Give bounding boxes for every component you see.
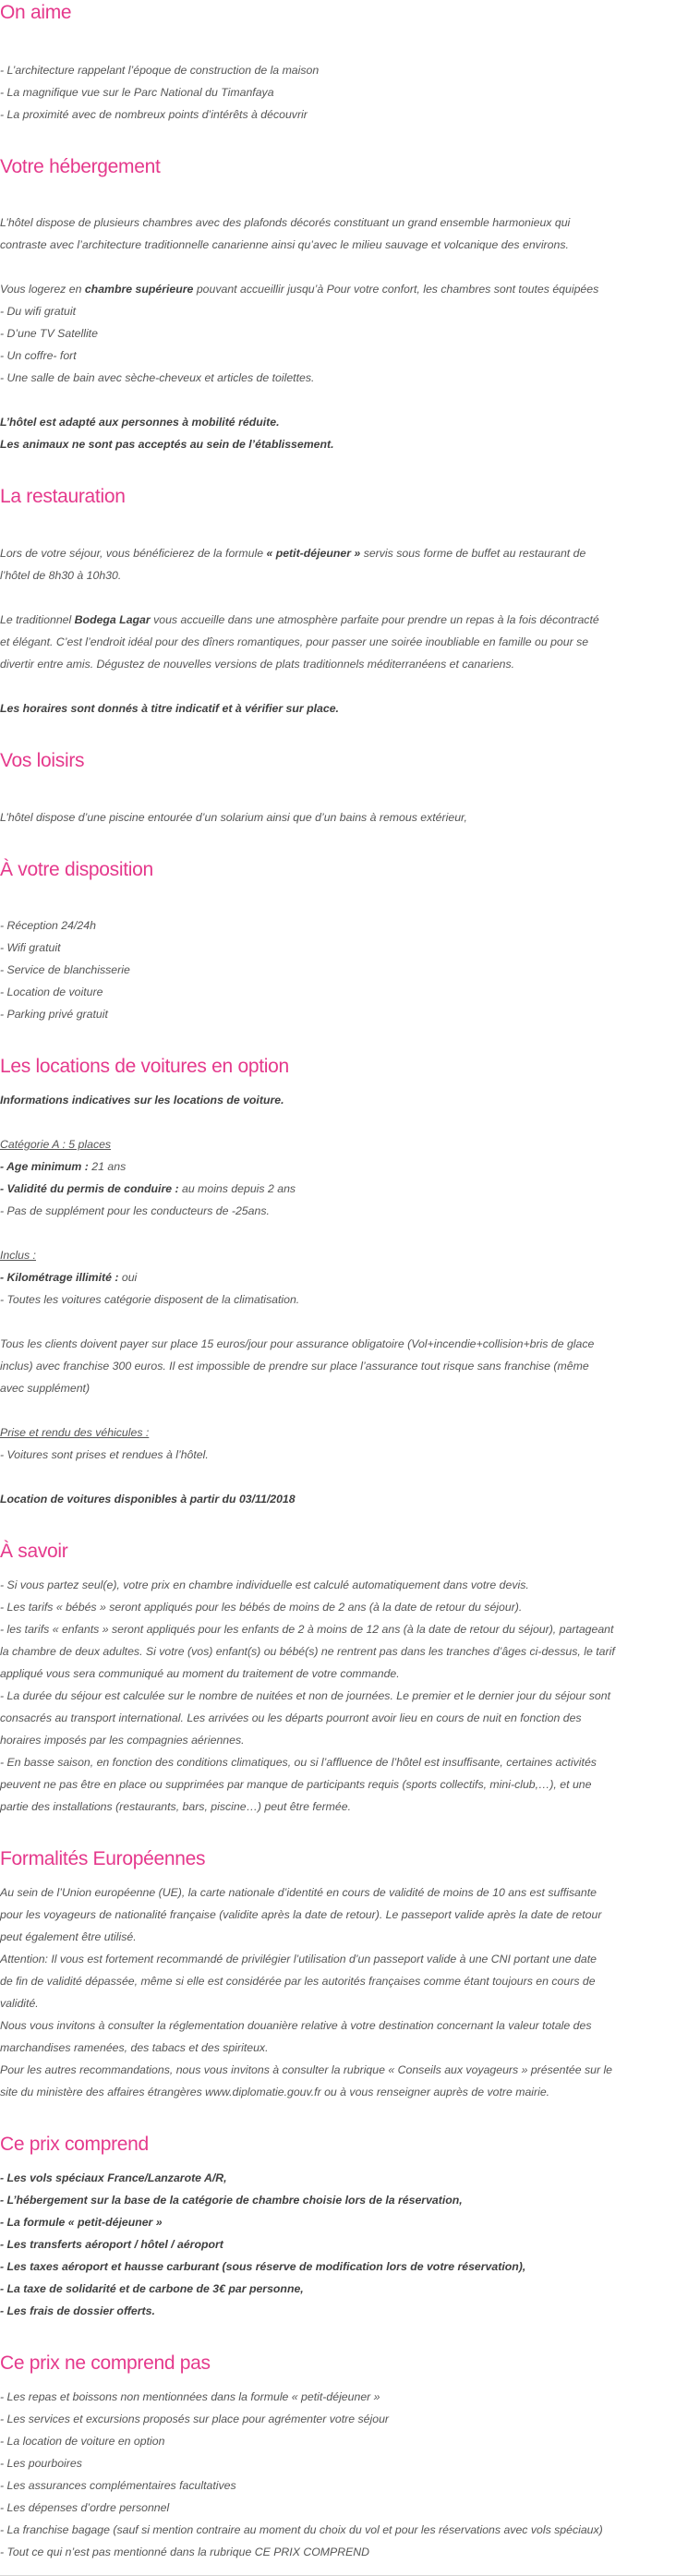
text-fragment: Vous logerez en [0, 283, 85, 296]
paragraph-line: Informations indicatives sur les locations de voiture. [0, 1094, 284, 1107]
list-item: - Les frais de dossier offerts. [0, 2304, 155, 2317]
list-item: - Les repas et boissons non mentionnées dans la formule « petit-déjeuner » [0, 2390, 380, 2403]
paragraph-line: de fin de validité dépassée, même si elle est considérée par les autorités françaises comme étant toujours en cours de [0, 1975, 596, 1988]
list-item: - La taxe de solidarité et de carbone de 3€ par personne, [0, 2282, 304, 2295]
list-item: - La franchise bagage (sauf si mention contraire au moment du choix du vol et pour les réservations avec vols spéciaux) [0, 2523, 603, 2536]
list-item: - Parking privé gratuit [0, 1008, 108, 1021]
list-item: - Un coffre- fort [0, 349, 77, 362]
paragraph-line: et élégant. C’est l’endroit idéal pour des dîners romantiques, pour passer une soirée inoubliable en famille ou pour se [0, 635, 589, 648]
field-label: - Validité du permis de conduire : [0, 1182, 183, 1195]
list-item: - La location de voiture en option [0, 2435, 165, 2448]
paragraph-line: - En basse saison, en fonction des conditions climatiques, ou si l’affluence de l’hôtel est insuffisante, certaines activités [0, 1756, 597, 1769]
section-title-locations: Les locations de voitures en option [0, 1056, 289, 1077]
list-item: - Les assurances complémentaires facultatives [0, 2479, 236, 2492]
section-title-hebergement: Votre hébergement [0, 156, 161, 177]
accessibility-note: L’hôtel est adapté aux personnes à mobilité réduite. [0, 416, 280, 429]
pets-note: Les animaux ne sont pas acceptés au sein de l’établissement. [0, 438, 334, 451]
field-value: 21 ans [91, 1160, 127, 1173]
list-item: - Wifi gratuit [0, 941, 61, 954]
paragraph-line: Tous les clients doivent payer sur place 15 euros/jour pour assurance obligatoire (Vol+incendie+collision+bris de glace [0, 1337, 595, 1350]
list-item: - Pas de supplément pour les conducteurs de -25ans. [0, 1204, 270, 1217]
paragraph-line: Au sein de l’Union européenne (UE), la carte nationale d’identité en cours de validité de moins de 10 ans est suffisante [0, 1886, 597, 1899]
availability-note: Location de voitures disponibles à partir du 03/11/2018 [0, 1493, 296, 1506]
text-fragment: pouvant accueillir jusqu’à Pour votre confort, les chambres sont toutes équipées [193, 283, 599, 296]
field-label: - Age minimum : [0, 1160, 92, 1173]
paragraph-line: - les tarifs « enfants » seront appliqués pour les enfants de 2 à moins de 12 ans (à la date de retour du séjour), partageant [0, 1623, 614, 1636]
restaurant-name: Bodega Lagar [74, 613, 151, 626]
paragraph-line: peut également être utilisé. [0, 1930, 137, 1943]
section-title-formalites: Formalités Européennes [0, 1848, 206, 1869]
paragraph-line [0, 612, 599, 627]
field-value: au moins depuis 2 ans [182, 1182, 296, 1195]
list-item: - Tout ce qui n’est pas mentionné dans la rubrique CE PRIX COMPREND [0, 2546, 370, 2558]
list-item: - Toutes les voitures catégorie disposent de la climatisation. [0, 1293, 300, 1306]
section-title-comprend: Ce prix comprend [0, 2134, 149, 2155]
paragraph-line: L’hôtel dispose d’une piscine entourée d’un solarium ainsi que d’un bains à remous extérieur, [0, 811, 467, 824]
list-item: - Service de blanchisserie [0, 963, 130, 976]
list-item: - Du wifi gratuit [0, 305, 77, 318]
text-fragment: Le traditionnel [0, 613, 75, 626]
section-title-on-aime: On aime [0, 2, 72, 23]
paragraph-line: - Les tarifs « bébés » seront appliqués pour les bébés de moins de 2 ans (à la date de retour du séjour). [0, 1601, 523, 1614]
list-item: - Les vols spéciaux France/Lanzarote A/R, [0, 2171, 227, 2184]
room-type: chambre supérieure [84, 283, 194, 296]
section-title-restauration: La restauration [0, 486, 126, 507]
list-item: - La formule « petit-déjeuner » [0, 2216, 163, 2229]
category-heading: Catégorie A : 5 places [0, 1138, 112, 1151]
paragraph-line: avec supplément) [0, 1382, 91, 1395]
paragraph-line: pour les voyageurs de nationalité française (validite après la date de retour). Le passeport valide après la date de retour [0, 1908, 602, 1921]
list-item [0, 1159, 126, 1174]
list-item [0, 1181, 296, 1196]
list-item: - La proximité avec de nombreux points d’intérêts à découvrir [0, 108, 308, 121]
paragraph-line: site du ministère des affaires étrangères www.diplomatie.gouv.fr ou à vous renseigner auprès de votre mairie. [0, 2086, 550, 2098]
paragraph-line: - La durée du séjour est calculée sur le nombre de nuitées et non de journées. Le premier et le dernier jour du séjour sont [0, 1689, 611, 1702]
paragraph-line: L’hôtel dispose de plusieurs chambres avec des plafonds décorés constituant un grand ensemble harmonieux qui [0, 216, 571, 229]
list-item: - Réception 24/24h [0, 919, 96, 932]
paragraph-line: divertir entre amis. Dégustez de nouvelles versions de plats traditionnels méditerranéens et canariens. [0, 658, 515, 671]
paragraph-line: Attention: Il vous est fortement recommandé de privilégier l’utilisation d’un passeport valide à une CNI portant une date [0, 1953, 597, 1965]
list-item: - Les transferts aéroport / hôtel / aéroport [0, 2238, 223, 2251]
list-item: - L’architecture rappelant l’époque de construction de la maison [0, 64, 320, 77]
list-item [0, 1270, 137, 1285]
paragraph-line: - Si vous partez seul(e), votre prix en chambre individuelle est calculé automatiquement dans votre devis. [0, 1578, 529, 1591]
paragraph-line: la chambre de deux adultes. Si votre (vos) enfant(s) ou bébé(s) ne rentrent pas dans les tranches d’âges ci-dessus, le tarif [0, 1645, 615, 1658]
text-fragment: vous accueille dans une atmosphère parfaite pour prendre un repas à la fois décontracté [150, 613, 599, 626]
list-item: - Les taxes aéroport et hausse carburant (sous réserve de modification lors de votre réservation), [0, 2260, 526, 2273]
list-item: - La magnifique vue sur le Parc National du Timanfaya [0, 86, 274, 99]
list-item: - Les services et excursions proposés sur place pour agrémenter votre séjour [0, 2413, 390, 2425]
text-fragment: servis sous forme de buffet au restaurant de [360, 547, 586, 560]
paragraph-line: Pour les autres recommandations, nous vous invitons à consulter la rubrique « Conseils aux voyageurs » présentée sur le [0, 2063, 613, 2076]
hours-note: Les horaires sont donnés à titre indicatif et à vérifier sur place. [0, 702, 339, 715]
prise-heading: Prise et rendu des véhicules : [0, 1426, 150, 1439]
paragraph-line: inclus) avec franchise 300 euros. Il est impossible de prendre sur place l’assurance tout risque sans franchise (même [0, 1360, 589, 1373]
list-item: - Location de voiture [0, 986, 103, 998]
list-item: - Les pourboires [0, 2457, 82, 2470]
section-title-ne-comprend: Ce prix ne comprend pas [0, 2352, 211, 2374]
field-value: oui [121, 1271, 138, 1284]
paragraph-line: appliqué vous sera communiqué au moment du traitement de votre commande. [0, 1667, 400, 1680]
list-item: - D’une TV Satellite [0, 327, 98, 340]
paragraph-line: l’hôtel de 8h30 à 10h30. [0, 569, 122, 582]
paragraph-line: horaires imposés par les compagnies aériennes. [0, 1734, 245, 1747]
section-title-disposition: À votre disposition [0, 859, 153, 880]
paragraph-line: peuvent ne pas être en place ou supprimées par manque de participants requis (sports collectifs, mini-club,…), et une [0, 1778, 592, 1791]
paragraph-line [0, 282, 598, 296]
paragraph-line: consacrés au transport international. Les arrivées ou les départs pourront avoir lieu en cours de nuit en fonction des [0, 1711, 582, 1724]
inclus-heading: Inclus : [0, 1249, 36, 1262]
list-item: - Voitures sont prises et rendues à l’hôtel. [0, 1448, 209, 1461]
list-item: - L’hébergement sur la base de la catégorie de chambre choisie lors de la réservation, [0, 2194, 463, 2207]
meal-formula: « petit-déjeuner » [266, 547, 361, 560]
paragraph-line [0, 546, 585, 561]
field-label: - Kilométrage illimité : [0, 1271, 122, 1284]
section-title-loisirs: Vos loisirs [0, 750, 85, 771]
paragraph-line: contraste avec l’architecture traditionnelle canarienne ainsi qu’avec le milieu sauvage et volcanique des environs. [0, 238, 569, 251]
list-item: - Les dépenses d’ordre personnel [0, 2501, 170, 2514]
paragraph-line: marchandises ramenées, des tabacs et des spiriteux. [0, 2041, 269, 2054]
list-item: - Une salle de bain avec sèche-cheveux et articles de toilettes. [0, 371, 315, 384]
paragraph-line: partie des installations (restaurants, bars, piscine…) peut être fermée. [0, 1800, 352, 1813]
section-title-savoir: À savoir [0, 1541, 68, 1562]
text-fragment: Lors de votre séjour, vous bénéficierez de la formule [0, 547, 267, 560]
paragraph-line: Nous vous invitons à consulter la réglementation douanière relative à votre destination concernant la valeur totale des [0, 2019, 592, 2032]
paragraph-line: validité. [0, 1997, 39, 2010]
